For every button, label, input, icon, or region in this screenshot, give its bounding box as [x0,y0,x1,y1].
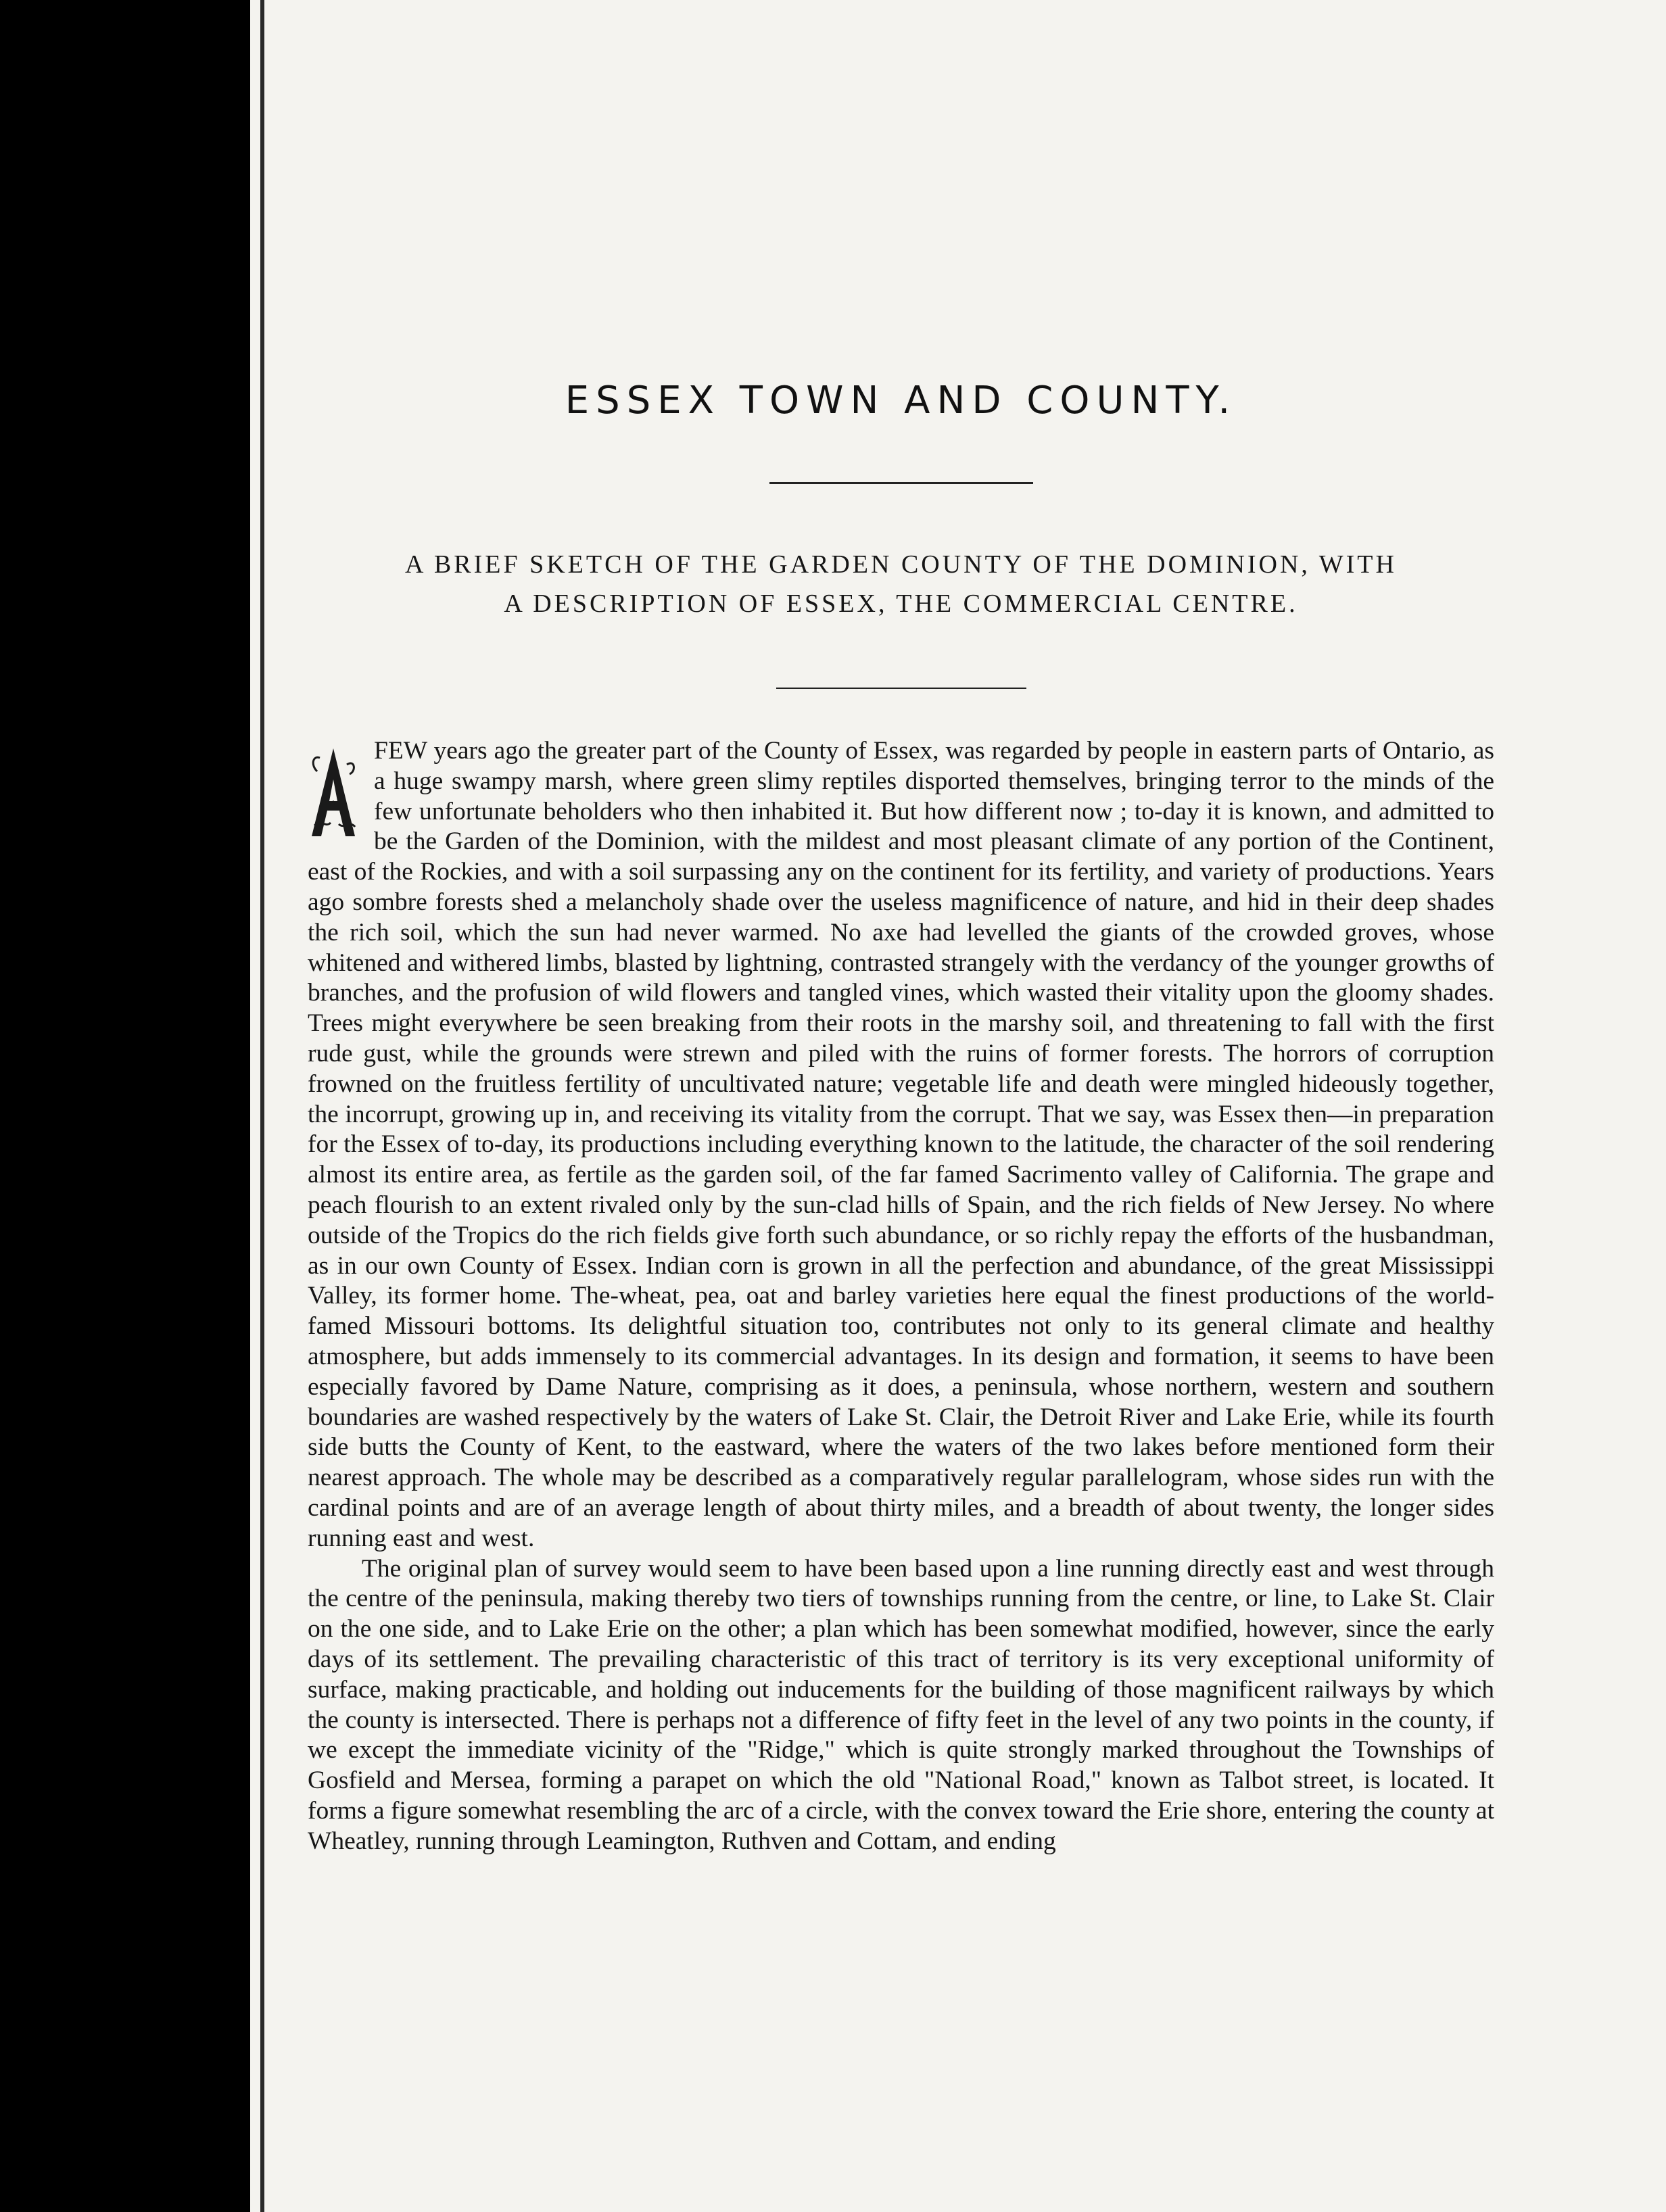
paragraph-1-text: FEW years ago the greater part of the County of Essex, was regarded by people in eastern parts of Ontario, as a huge swampy marsh, where green slimy reptiles disported themselves, bringing terror to the minds of the few unfortunate beholders who then inhabited it. But how different now ; to-day it is known, and admitted to be the Garden of the Dominion, with the mildest and most pleasant climate of any portion of the Continent, east of the Rockies, and with a soil surpassing any on the continent for its fertility, and variety of productions. Years ago sombre forests shed a melancholy shade over the useless magnificence of nature, and hid in their deep shades the rich soil, which the sun had never warmed. No axe had levelled the giants of the crowded groves, whose whitened and withered limbs, blasted by lightning, contrasted strangely with the verdancy of the younger growths of branches, and the profusion of wild flowers and tangled vines, which wasted their vitality upon the gloomy shades. Trees might everywhere be seen breaking from their roots in the marshy soil, and threatening to fall with the first rude gust, while the grounds were strewn and piled with the ruins of former forests. The horrors of corruption frowned on the fruitless fertility of uncultivated nature; vegetable life and death were mingled hideously together, the incorrupt, growing up in, and receiving its vitality from the corrupt. That we say, was Essex then—in preparation for the Essex of to-day, its productions including everything known to the latitude, the character of the soil rendering almost its entire area, as fertile as the garden soil, of the far famed Sacrimento valley of California. The grape and peach flourish to an extent rivaled only by the sun-clad hills of Spain, and the rich fields of New Jersey. No where outside of the Tropics do the rich fields give forth such abundance, or so richly repay the efforts of the husbandman, as in our own County of Essex. Indian corn is grown in all the perfection and abundance, of the great Mississippi Valley, its former home. The-wheat, pea, oat and barley varieties here equal the finest productions of the world-famed Missouri bottoms. Its delightful situation too, contributes not only to its general climate and healthy atmosphere, but adds immensely to its commercial advantages. In its design and formation, it seems to have been especially favored by Dame Nature, comprising as it does, a peninsula, whose northern, western and southern boundaries are washed respectively by the waters of Lake St. Clair, the Detroit River and Lake Erie, while its fourth side butts the County of Kent, to the eastward, where the waters of the two lakes before mentioned form their nearest approach. The whole may be described as a comparatively regular parallelogram, whose sides run with the cardinal points and are of an average length of about thirty miles, and a breadth of about twenty, the longer sides running east and west. [308,737,1494,1552]
subtitle-line-1: A BRIEF SKETCH OF THE GARDEN COUNTY OF THE DOMINION, WITH [405,550,1397,579]
paragraph-1 [308,736,1494,1554]
paragraph-2: The original plan of survey would seem to have been based upon a line running directly east and west through the centre of the peninsula, making thereby two tiers of townships running from the centre, or line, to Lake St. Clair on the one side, and to Lake Erie on the other; a plan which has been somewhat modified, however, since the early days of its settlement. The prevailing characteristic of this tract of territory is its very exceptional uniformity of surface, making practicable, and holding out inducements for the building of those magnificent railways by which the county is intersected. There is perhaps not a difference of fifty feet in the level of any two points in the county, if we except the immediate vicinity of the "Ridge," which is quite strongly marked throughout the Townships of Gosfield and Mersea, forming a parapet on which the old "National Road," known as Talbot street, is located. It forms a figure somewhat resembling the arc of a circle, with the convex toward the Erie shore, entering the county at Wheatley, running through Leamington, Ruthven and Cottam, and ending [308,1554,1494,1855]
subtitle-line-2: A DESCRIPTION OF ESSEX, THE COMMERCIAL CENTRE. [504,590,1298,618]
binding-shadow [0,0,250,2212]
page-content [308,379,1494,1856]
page-title: ESSEX TOWN AND COUNTY. [565,379,1237,423]
subtitle [308,545,1494,623]
dropcap-letter: A [331,800,336,807]
binding-line [260,0,264,2212]
title-rule [769,482,1033,484]
subtitle-rule [776,688,1026,689]
decorative-initial-icon [308,744,359,840]
article-body [308,736,1494,1856]
